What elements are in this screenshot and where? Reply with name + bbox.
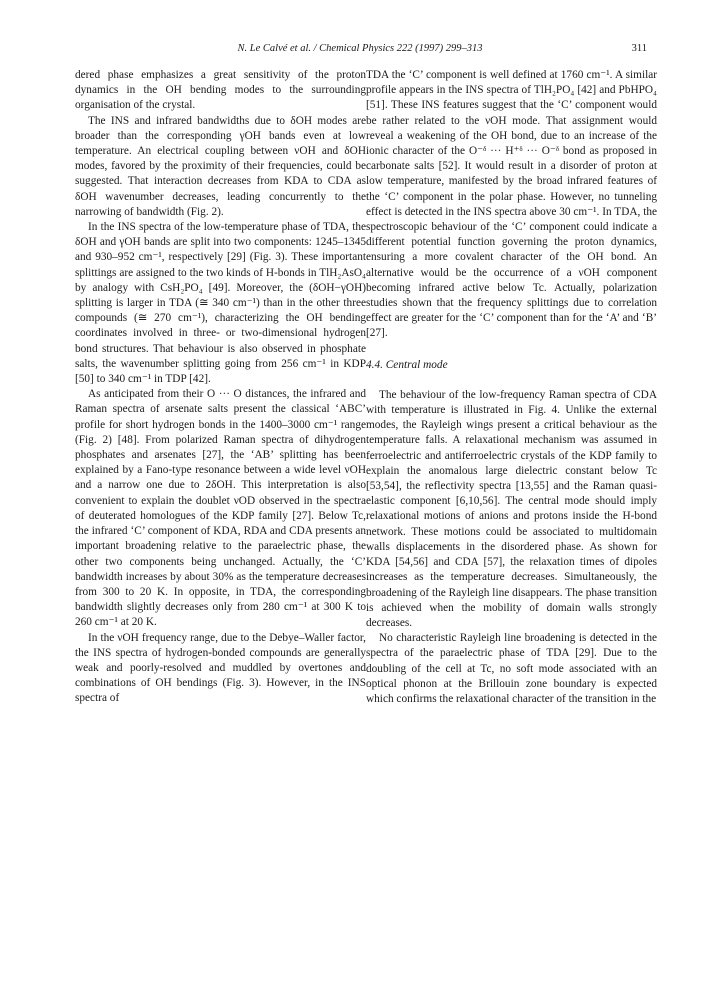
right-column [366, 68, 657, 707]
paragraph: The behaviour of the low-frequency Raman spectra of CDA with temperature is illustrated in Fig. 4. Unlike the external modes, the Rayleigh wings present a critical behaviour as the temperature falls. A relaxational mechanism was assumed in ferroelectric and antiferroelectric crystals of the KDP family to explain the anomalous large dielectric constant below Tc [53,54], the reflectivity spectra [13,55] and the Raman quasi-elastic component [6,10,56]. The central mode should imply relaxational motions of anions and protons inside the H-bond network. These motions could be associated to multidomain walls displacements in the disordered phase. As shown for KDA [54,56] and CDA [57], the relaxation times of dipoles increases as the temperature decreases. Simultaneously, the broadening of the Rayleigh line disappears. The phase transition is achieved when the mobility of domain walls strongly decreases. [366, 388, 657, 629]
section-heading: 4.4. Central mode [366, 358, 448, 371]
paragraph: TDA the ‘C’ component is well defined at 1760 cm⁻¹. A similar profile appears in the INS spectra of TlH₂PO₄ [42] and PbHPO₄ [51]. These INS features suggest that the ‘C’ component would be rather related to the νOH mode. That assignment would reveal a weakening of the OH bond, due to an increase of the ionic character of the O⁻ᵟ ··· H⁺ᵟ ··· O⁻ᵟ bond as proposed in carbonate salts [52]. It would result in a disorder of proton at low temperature, manifested by the broad infrared features of the ‘C’ component in the polar phase. However, no tunneling effect is detected in the INS spectra above 30 cm⁻¹. In TDA, the spectroscopic behaviour of the ‘C’ component could indicate a different potential function governing the proton dynamics, ensuring a more covalent character of the OH bond. An alternative would be the occurrence of a νOH component becoming infrared active below Tc. Actually, polarization studies shown that the frequency splittings due to correlation effect are greater for the ‘C’ component than for the ‘A’ and ‘B’ [27]. [366, 69, 657, 340]
paragraph: The INS and infrared bandwidths due to δOH modes are broader than the corresponding γOH bands even at low temperature. An electrical coupling between νOH and δOH modes, favored by the proximity of their frequencies, could be suggested. That interaction decreases from KDA to CDA as δOH wavenumber decreases, leading concurrently to the narrowing of bandwidth (Fig. 2). [75, 114, 366, 218]
paragraph: No characteristic Rayleigh line broadening is detected in the spectra of the paraelectric phase of TDA [29]. Due to the doubling of the cell at Tc, no soft mode associated with an optical phonon at the Brillouin zone boundary is expected which confirms the relaxational character of the transition in the [366, 632, 657, 705]
paragraph: dered phase emphasizes a great sensitivity of the proton dynamics in the OH bending modes to the surrounding organisation of the crystal. [75, 69, 366, 112]
paragraph: In the INS spectra of the low-temperature phase of TDA, the δOH and γOH bands are split into two components: 1245–1345 and 930–952 cm⁻¹, respectively [29] (Fig. 3). These important splittings are assigned to the two kinds of H-bonds in TlH₂AsO₄ by analogy with CsH₂PO₄ [49]. Moreover, the (δOH−γOH) splitting is larger in TDA (≅ 340 cm⁻¹) than in the other three compounds (≅ 270 cm⁻¹), characterizing the OH bending coordinates involved in three- or two-dimensional hydrogen bond structures. That behaviour is also observed in phosphate salts, the wavenumber splitting going from 256 cm⁻¹ in KDP [50] to 340 cm⁻¹ in TDP [42]. [75, 221, 366, 386]
running-header [0, 43, 720, 59]
page-number: 311 [631, 43, 647, 54]
paragraph: In the νOH frequency range, due to the Debye–Waller factor, the INS spectra of hydrogen-bonded compounds are generally weak and poorly-resolved and muddled by overtones and combinations of OH bendings (Fig. 3). However, in the INS spectra of [75, 631, 366, 705]
paragraph: As anticipated from their O ··· O distances, the infrared and Raman spectra of arsenate salts present the classical ‘ABC’ profile for short hydrogen bonds in the 1400–3000 cm⁻¹ range (Fig. 2) [48]. From polarized Raman spectra of dihydrogen phosphates and arsenates [27], the ‘AB’ splitting has been explained by a Fano-type resonance between a wide level νOH and a narrow one due to 2δOH. This interpretation is also convenient to explain the doublet νOD observed in the spectra of deuterated homologues of the KDP family [27]. Below Tc, the infrared ‘C’ component of KDA, RDA and CDA presents an important broadening relative to the paraelectric phase, the other two components being unchanged. Actually, the ‘C’ bandwidth increases by about 30% as the temperature decreases from 300 to 20 K. In opposite, in TDA, the corresponding bandwidth slightly decreases only from 280 cm⁻¹ at 300 K to 260 cm⁻¹ at 20 K. [75, 388, 366, 629]
left-column [75, 68, 366, 707]
running-title: N. Le Calvé et al. / Chemical Physics 222 (1997) 299–313 [237, 43, 483, 54]
